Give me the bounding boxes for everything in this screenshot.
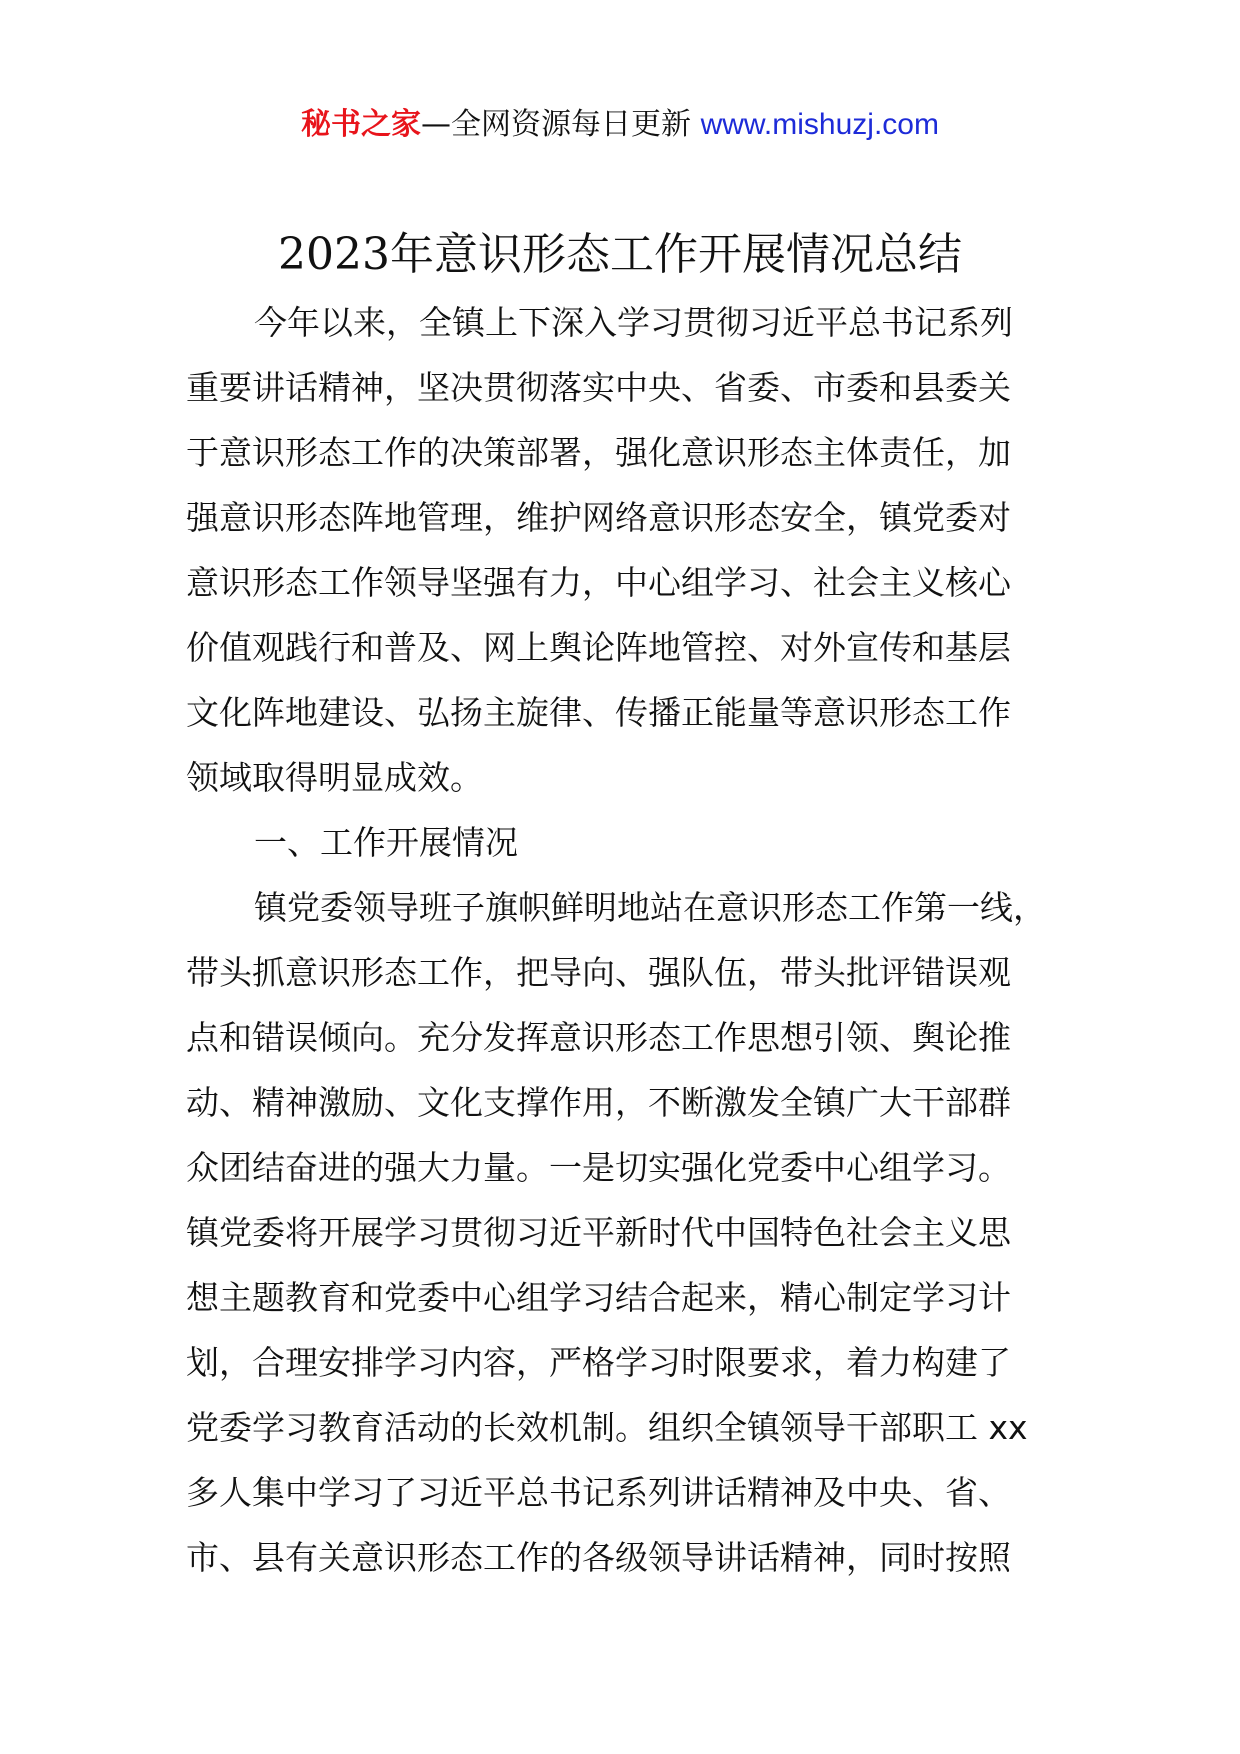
document-title: 2023年意识形态工作开展情况总结 bbox=[278, 229, 962, 280]
paragraph-line: 领域取得明显成效。 bbox=[186, 758, 483, 797]
document-body bbox=[186, 290, 1086, 1590]
paragraph-line: 镇党委领导班子旗帜鲜明地站在意识形态工作第一线， bbox=[254, 888, 1046, 927]
header-slogan: —全网资源每日更新 bbox=[421, 107, 692, 142]
paragraph-line: 意识形态工作领导坚强有力，中心组学习、社会主义核心 bbox=[186, 563, 1011, 602]
paragraph-line: 市、县有关意识形态工作的各级领导讲话精神，同时按照 bbox=[186, 1538, 1011, 1577]
paragraph-line: 于意识形态工作的决策部署，强化意识形态主体责任，加 bbox=[186, 433, 1011, 472]
brand-name: 秘书之家 bbox=[301, 107, 422, 142]
paragraph-line: 价值观践行和普及、网上舆论阵地管控、对外宣传和基层 bbox=[186, 628, 1011, 667]
paragraph-line: 动、精神激励、文化支撑作用，不断激发全镇广大干部群 bbox=[186, 1083, 1011, 1122]
paragraph-line: 划，合理安排学习内容，严格学习时限要求，着力构建了 bbox=[186, 1343, 1011, 1382]
paragraph-line: 带头抓意识形态工作，把导向、强队伍，带头批评错误观 bbox=[186, 953, 1011, 992]
paragraph-line: 点和错误倾向。充分发挥意识形态工作思想引领、舆论推 bbox=[186, 1018, 1011, 1057]
paragraph-line: 文化阵地建设、弘扬主旋律、传播正能量等意识形态工作 bbox=[186, 693, 1011, 732]
paragraph-line: 想主题教育和党委中心组学习结合起来，精心制定学习计 bbox=[186, 1278, 1011, 1317]
paragraph-line: 镇党委将开展学习贯彻习近平新时代中国特色社会主义思 bbox=[186, 1213, 1011, 1252]
paragraph-line: 强意识形态阵地管理，维护网络意识形态安全，镇党委对 bbox=[186, 498, 1011, 537]
site-header bbox=[0, 100, 1240, 150]
site-url-link[interactable]: www.mishuzj.com bbox=[700, 108, 939, 141]
paragraph-line: 众团结奋进的强大力量。一是切实强化党委中心组学习。 bbox=[186, 1148, 1011, 1187]
paragraph-line: 今年以来，全镇上下深入学习贯彻习近平总书记系列 bbox=[254, 303, 1013, 342]
paragraph-line: 多人集中学习了习近平总书记系列讲话精神及中央、省、 bbox=[186, 1473, 1011, 1512]
paragraph-line: 重要讲话精神，坚决贯彻落实中央、省委、市委和县委关 bbox=[186, 368, 1011, 407]
paragraph-line: 党委学习教育活动的长效机制。组织全镇领导干部职工 xx bbox=[186, 1408, 1028, 1447]
section-heading: 一、工作开展情况 bbox=[254, 823, 518, 862]
